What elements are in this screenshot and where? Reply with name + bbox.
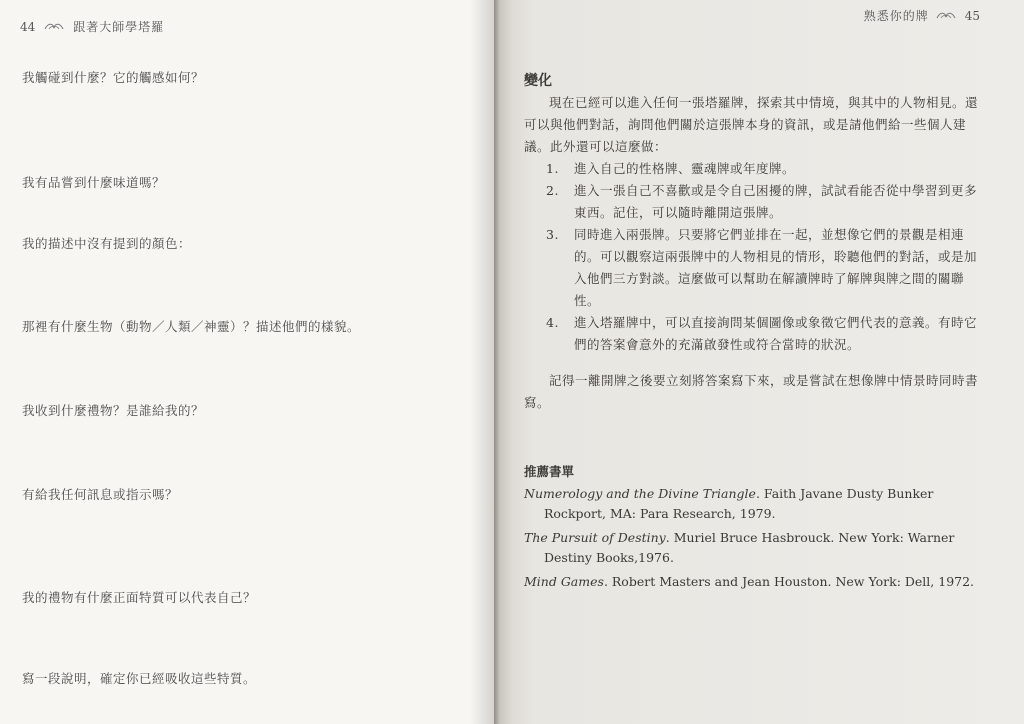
intro-paragraph: 現在已經可以進入任何一張塔羅牌，探索其中情境，與其中的人物相見。還可以與他們對話，詢問他們關於這張牌本身的資訊，或是請他們給一些個人建議。此外還可以這麼做： <box>524 95 979 154</box>
section-title: 變化 <box>524 73 552 89</box>
reference-entry <box>524 572 979 592</box>
list-item <box>524 312 979 356</box>
question-1: 我觸碰到什麼？它的觸感如何？ <box>22 70 205 85</box>
question-5: 我收到什麼禮物？是誰給我的？ <box>22 403 205 418</box>
reference-entry <box>524 528 979 568</box>
left-page-number: 44 <box>20 19 36 34</box>
reference-details: . Robert Masters and Jean Houston. New York: Dell, 1972. <box>603 574 975 589</box>
closing-paragraph: 記得一離開牌之後要立刻將答案寫下來，或是嘗試在想像牌中情景時同時書寫。 <box>524 373 979 410</box>
left-running-title: 跟著大師學塔羅 <box>73 20 165 34</box>
question-3: 我的描述中沒有提到的顏色： <box>22 236 192 251</box>
reading-list-title: 推薦書單 <box>524 464 575 479</box>
list-item <box>524 224 979 312</box>
step-number: 2. <box>546 183 559 198</box>
right-page-number: 45 <box>964 8 980 23</box>
left-page-header <box>20 18 164 35</box>
question-6: 有給我任何訊息或指示嗎？ <box>22 487 179 502</box>
step-number: 3. <box>546 227 559 242</box>
left-page <box>0 0 494 724</box>
reference-title: The Pursuit of Destiny <box>524 530 666 545</box>
reference-title: Numerology and the Divine Triangle <box>524 486 756 501</box>
ornament-icon <box>43 21 65 33</box>
reference-title: Mind Games <box>524 574 604 589</box>
list-item <box>524 158 979 180</box>
question-7: 我的禮物有什麼正面特質可以代表自己？ <box>22 590 257 605</box>
step-text: 進入塔羅牌中，可以直接詢問某個圖像或象徵它們代表的意義。有時它們的答案會意外的充滿啟發性或符合當時的狀況。 <box>574 315 978 352</box>
reference-details: . Faith Javane Dusty Bunker Rockport, MA: Para Research, 1979. <box>544 486 934 521</box>
question-8: 寫一段說明，確定你已經吸收這些特質。 <box>22 671 257 686</box>
right-page-header <box>864 7 980 24</box>
step-number: 1. <box>546 161 559 176</box>
question-4: 那裡有什麼生物（動物／人類／神靈）？描述他們的樣貌。 <box>22 319 361 334</box>
ornament-icon <box>935 10 957 22</box>
right-page-body <box>524 70 979 592</box>
step-text: 進入一張自己不喜歡或是令自己困擾的牌，試試看能否從中學習到更多東西。記住，可以隨時離開這張牌。 <box>574 183 978 220</box>
list-item <box>524 180 979 224</box>
gutter-shadow <box>470 0 494 724</box>
steps-list <box>524 158 979 356</box>
right-running-title: 熟悉你的牌 <box>863 9 929 23</box>
step-text: 同時進入兩張牌。只要將它們並排在一起，並想像它們的景觀是相連的。可以觀察這兩張牌中的人物相見的情形，聆聽他們的對話，或是加入他們三方對談。這麼做可以幫助在解讀牌時了解牌與牌之間的關聯性。 <box>574 227 978 308</box>
step-number: 4. <box>546 315 559 330</box>
reference-entry <box>524 484 979 524</box>
step-text: 進入自己的性格牌、靈魂牌或年度牌。 <box>574 161 796 176</box>
question-2: 我有品嘗到什麼味道嗎？ <box>22 175 166 190</box>
reference-details: . Muriel Bruce Hasbrouck. New York: Warner Destiny Books,1976. <box>544 530 955 565</box>
